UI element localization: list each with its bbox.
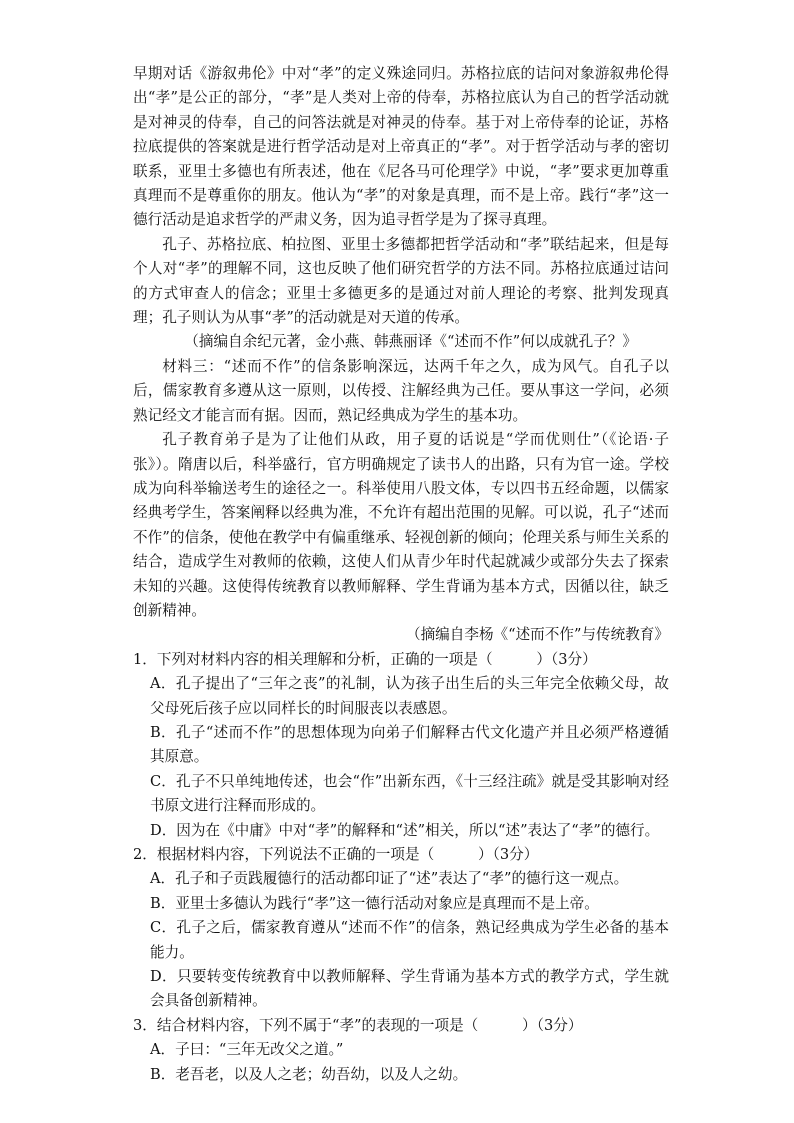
- option-a: A．孔子提出了“三年之丧”的礼制，认为孩子出生后的头三年完全依赖父母，故父母死后孩子应以同样长的时间服丧以表感恩。: [150, 675, 669, 717]
- passage-paragraph-4: 孔子教育弟子是为了让他们从政，用子夏的话说是“学而优则仕”（《论语·子张》）。隋唐以后，科举盛行，官方明确规定了读书人的出路，只有为官一途。学校成为向科举输送考生的途径之一。科举使用八股文体，专以四书五经命题，以儒家经典考学生，答案阐释以经典为准，不允许有超出范围的见解。可以说，孔子“述而不作”的信条，使他在教学中有偏重继承、轻视创新的倾向；伦理关系与师生关系的结合，造成学生对教师的依赖，这使人们从青少年时代起就减少或部分失去了探索未知的兴趣。这使得传统教育以教师解释、学生背诵为基本方式，因循以往，缺乏创新精神。: [133, 431, 669, 619]
- exam-content: [133, 62, 669, 1087]
- option-a: A．子曰：“三年无改父之道。”: [150, 1041, 344, 1059]
- question-2: [133, 843, 669, 1014]
- question-3: [133, 1014, 669, 1087]
- question-stem: 1．下列对材料内容的相关理解和分析，正确的一项是（ ）（3分）: [133, 650, 597, 668]
- question-list: [133, 648, 669, 1087]
- option-a: A．孔子和子贡践履德行的活动都印证了“述”表达了“孝”的德行这一观点。: [150, 870, 629, 888]
- question-stem: 2．根据材料内容，下列说法不正确的一项是（ ）（3分）: [133, 846, 539, 863]
- option-b: B．老吾老，以及人之老；幼吾幼，以及人之幼。: [150, 1065, 468, 1083]
- option-d: D．只要转变传统教育中以教师解释、学生背诵为基本方式的教学方式，学生就会具备创新精神。: [150, 968, 669, 1010]
- option-d: D．因为在《中庸》中对“孝”的解释和“述”相关，所以“述”表达了“孝”的德行。: [150, 821, 660, 839]
- option-c: C．孔子不只单纯地传述，也会“作”出新东西，《十三经注疏》就是受其影响对经书原文进行注释而形成的。: [150, 772, 669, 815]
- passage-paragraph-1: 早期对话《游叙弗伦》中对“孝”的定义殊途同归。苏格拉底的诘问对象游叙弗伦得出“孝”是公正的部分，“孝”是人类对上帝的侍奉，苏格拉底认为自己的哲学活动就是对神灵的侍奉，自己的问答法就是对神灵的侍奉。基于对上帝侍奉的论证，苏格拉底提供的答案就是进行哲学活动是对上帝真正的“孝”。对于哲学活动与孝的密切联系，亚里士多德也有所表述，他在《尼各马可伦理学》中说，“孝”要求更加尊重真理而不是尊重你的朋友。他认为“孝”的对象是真理，而不是上帝。践行“孝”这一德行活动是追求哲学的严肃义务，因为追寻哲学是为了探寻真理。: [133, 65, 669, 229]
- option-b: B．孔子“述而不作”的思想体现为向弟子们解释古代文化遗产并且必须严格遵循其原意。: [150, 723, 669, 766]
- option-c: C．孔子之后，儒家教育遵从“述而不作”的信条，熟记经典成为学生必备的基本能力。: [150, 919, 669, 961]
- question-stem: 3．结合材料内容，下列不属于“孝”的表现的一项是（ ）（3分）: [133, 1016, 583, 1034]
- option-b: B．亚里士多德认为践行“孝”这一德行活动对象应是真理而不是上帝。: [150, 894, 599, 912]
- source-citation-3: （摘编自李杨《“述而不作”与传统教育》: [405, 626, 669, 644]
- question-1: [133, 648, 669, 843]
- source-citation-2: （摘编自余纪元著，金小燕、韩燕丽译《“述而不作”何以成就孔子？》: [184, 333, 637, 351]
- material-three-paragraph: 材料三：“述而不作”的信条影响深远，达两千年之久，成为风气。自孔子以后，儒家教育多遵从这一原则，以传授、注解经典为己任。要从事这一学问，必须熟记经文才能言而有据。因而，熟记经典成为学生的基本功。: [133, 357, 669, 424]
- passage-paragraph-2: 孔子、苏格拉底、柏拉图、亚里士多德都把哲学活动和“孝”联结起来，但是每个人对“孝”的理解不同，这也反映了他们研究哲学的方法不同。苏格拉底通过诘问的方式审查人的信念；亚里士多德更多的是通过对前人理论的考察、批判发现真理；孔子则认为从事“孝”的活动就是对天道的传承。: [133, 235, 669, 327]
